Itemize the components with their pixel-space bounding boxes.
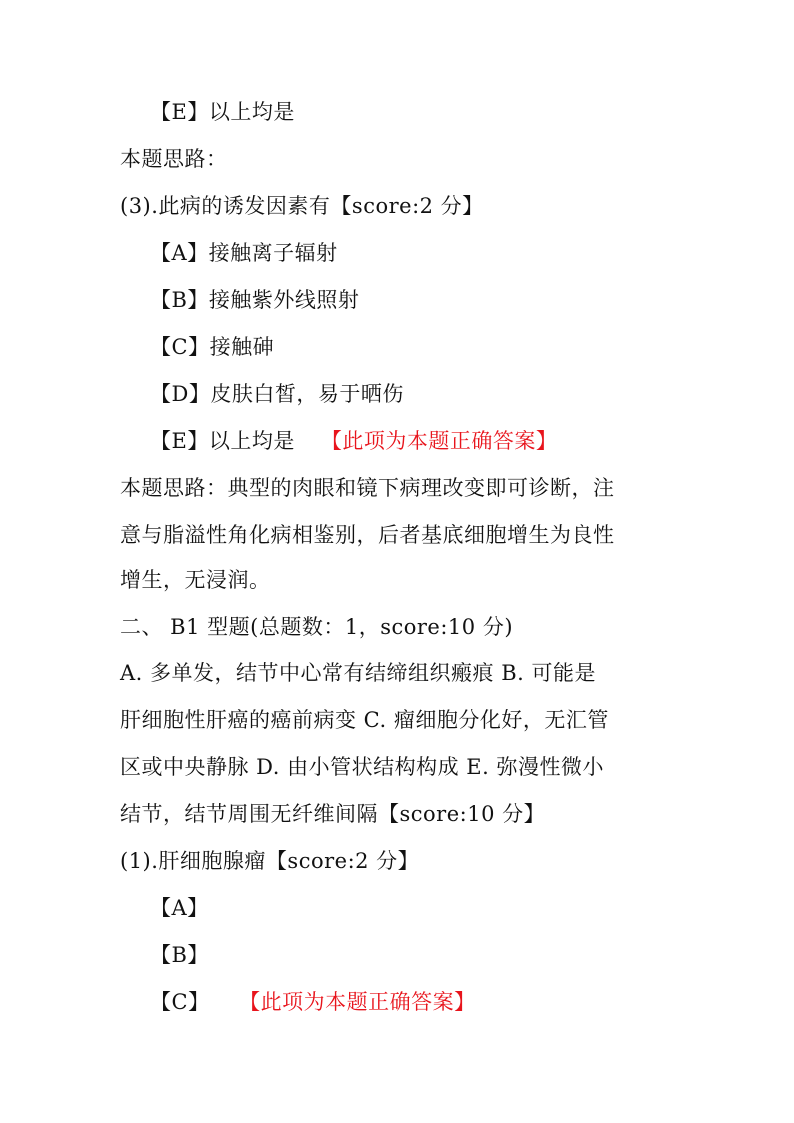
- q3-option-e: 【E】以上均是: [150, 429, 295, 453]
- q3-thought-line-1: 本题思路：典型的肉眼和镜下病理改变即可诊断，注: [120, 476, 615, 500]
- q3-option-b: 【B】接触紫外线照射: [150, 288, 360, 312]
- question-1-stem: (1).肝细胞腺瘤【score:2 分】: [120, 849, 420, 873]
- section-2-stem-line-2: 肝细胞性肝癌的癌前病变 C. 瘤细胞分化好，无汇管: [120, 708, 609, 732]
- q1-option-b: 【B】: [150, 943, 209, 967]
- q1-correct-answer-tag: 【此项为本题正确答案】: [249, 990, 476, 1014]
- section-2-stem-line-3: 区或中央静脉 D. 由小管状结构构成 E. 弥漫性微小: [120, 755, 604, 779]
- q3-thought-line-3: 增生，无浸润。: [120, 568, 271, 592]
- q3-correct-answer-tag: 【此项为本题正确答案】: [320, 429, 558, 453]
- q3-thought-line-2: 意与脂溢性角化病相鉴别，后者基底细胞增生为良性: [120, 523, 615, 547]
- q1-option-c-row: [150, 988, 476, 1016]
- section-2-stem-line-1: A. 多单发，结节中心常有结缔组织瘢痕 B. 可能是: [120, 661, 596, 685]
- q1-option-a: 【A】: [150, 896, 209, 920]
- prev-option-e: 【E】以上均是: [150, 100, 295, 124]
- question-3-stem: (3).此病的诱发因素有【score:2 分】: [120, 194, 484, 218]
- q3-option-a: 【A】接触离子辐射: [150, 241, 338, 265]
- section-2-heading: 二、 B1 型题(总题数：1，score:10 分): [120, 615, 514, 639]
- section-2-stem-line-4: 结节，结节周围无纤维间隔【score:10 分】: [120, 802, 546, 826]
- q3-option-c: 【C】接触砷: [150, 335, 275, 359]
- q3-option-d: 【D】皮肤白皙，易于晒伤: [150, 382, 404, 406]
- q1-option-c: 【C】: [150, 990, 210, 1014]
- prev-thought-label: 本题思路：: [120, 147, 228, 171]
- q3-option-e-row: [150, 427, 557, 455]
